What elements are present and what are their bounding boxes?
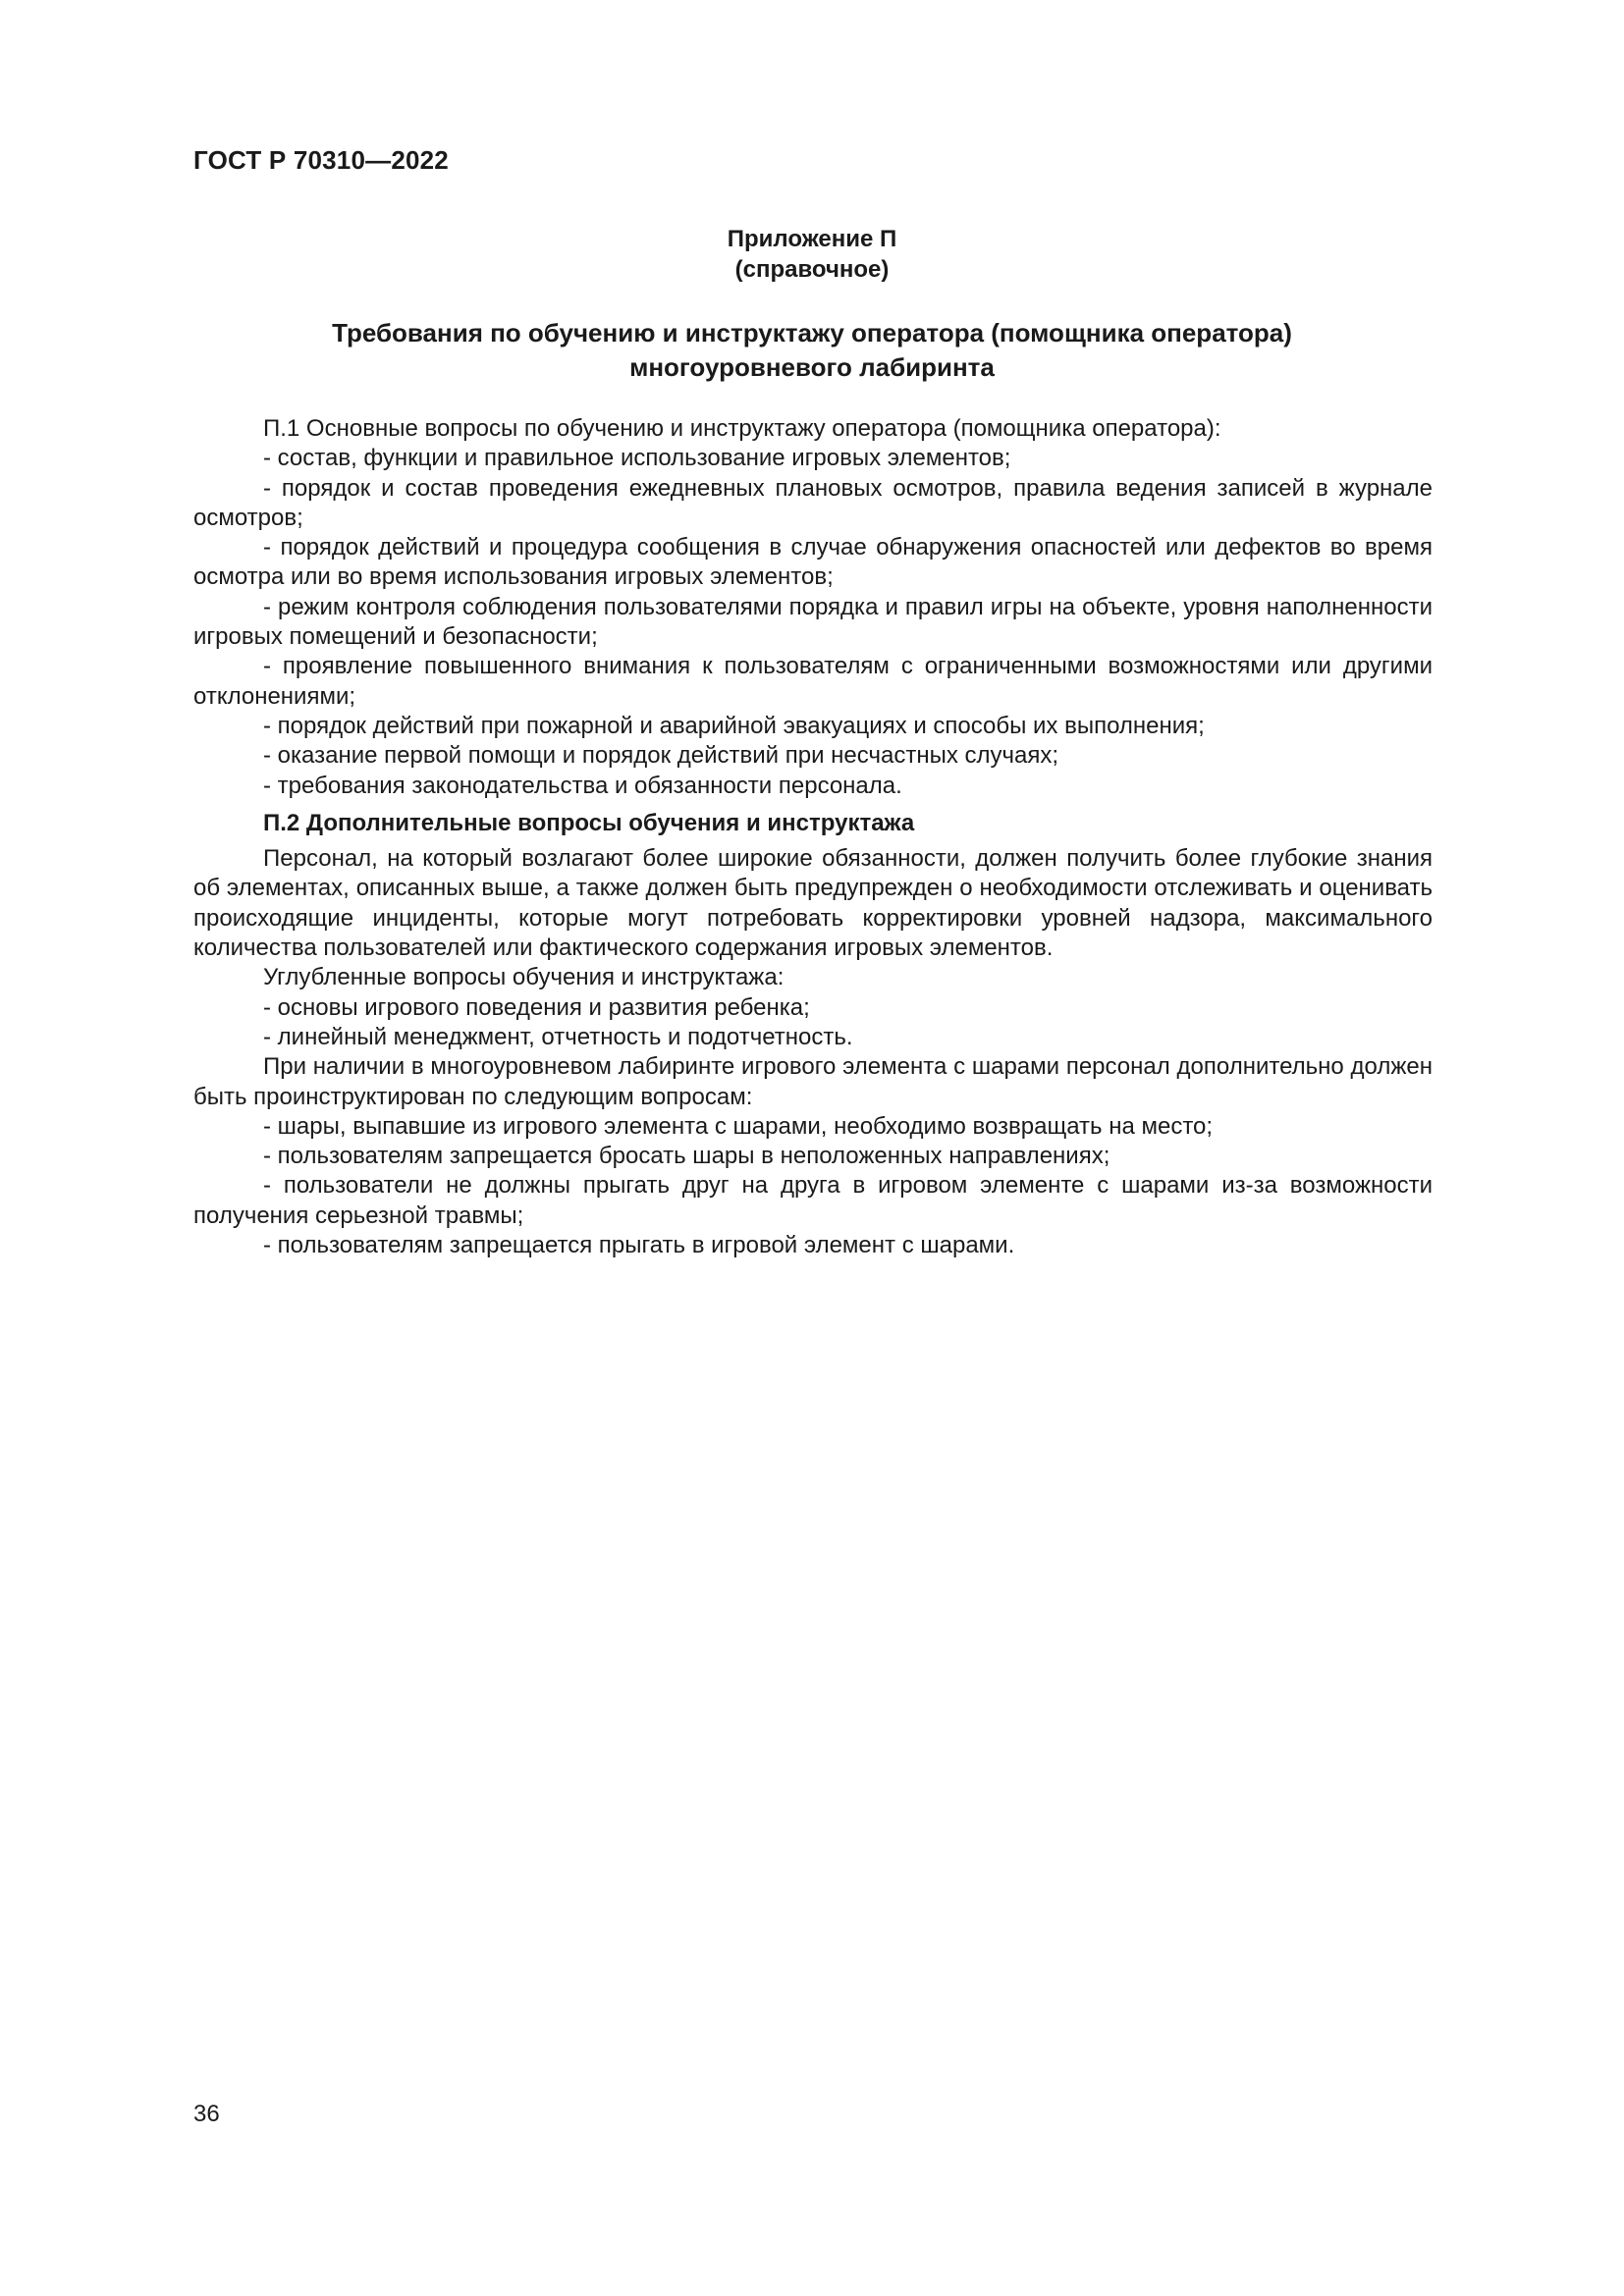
list-item: - требования законодательства и обязанности персонала. xyxy=(263,772,902,799)
list-item: - проявление повышенного внимания к пользователям с ограниченными возможностями или другими отклонениями; xyxy=(193,653,1433,710)
balls-topics-intro: При наличии в многоуровневом лабиринте игрового элемента с шарами персонал дополнительно должен быть проинструктирован по следующим вопросам: xyxy=(193,1053,1433,1110)
list-item: - режим контроля соблюдения пользователями порядка и правил игры на объекте, уровня наполненности игровых помещений и безопасности; xyxy=(193,593,1433,651)
section-2-heading: П.2 Дополнительные вопросы обучения и инструктажа xyxy=(263,809,915,836)
advanced-topics-intro: Углубленные вопросы обучения и инструктажа: xyxy=(263,964,785,991)
list-item: - порядок действий при пожарной и аварийной эвакуациях и способы их выполнения; xyxy=(263,712,1205,739)
list-item: - линейный менеджмент, отчетность и подотчетность. xyxy=(263,1023,853,1050)
list-item: - оказание первой помощи и порядок действий при несчастных случаях; xyxy=(263,742,1059,770)
annex-title-line-2: многоуровневого лабиринта xyxy=(629,352,995,382)
list-item: - основы игрового поведения и развития ребенка; xyxy=(263,993,810,1021)
standard-code-header: ГОСТ Р 70310—2022 xyxy=(193,145,449,175)
annex-label-block xyxy=(193,224,1431,285)
list-item: - пользователям запрещается прыгать в игровой элемент с шарами. xyxy=(263,1232,1015,1259)
list-item: - шары, выпавшие из игрового элемента с шарами, необходимо возвращать на место; xyxy=(263,1112,1214,1140)
list-item: - пользователи не должны прыгать друг на друга в игровом элементе с шарами из-за возможности получения серьезной травмы; xyxy=(193,1172,1433,1229)
section-1-intro: П.1 Основные вопросы по обучению и инструктажу оператора (помощника оператора): xyxy=(263,415,1221,442)
section-2-paragraph: Персонал, на который возлагают более широкие обязанности, должен получить более глубокие знания об элементах, описанных выше, а также должен быть предупрежден о необходимости отслеживать и оценивать происходящие инциденты, которые могут потребовать корректировки уровней надзора, максимального количества пользователей или фактического содержания игровых элементов. xyxy=(193,845,1433,962)
list-item: - состав, функции и правильное использование игровых элементов; xyxy=(263,445,1011,472)
annex-type: (справочное) xyxy=(734,256,890,283)
document-body xyxy=(193,414,1433,1260)
list-item: - пользователям запрещается бросать шары в неположенных направлениях; xyxy=(263,1143,1110,1170)
annex-title-line-1: Требования по обучению и инструктажу оператора (помощника оператора) xyxy=(332,318,1292,347)
list-item: - порядок и состав проведения ежедневных плановых осмотров, правила ведения записей в журнале осмотров; xyxy=(193,474,1433,531)
page-number: 36 xyxy=(193,2101,220,2127)
annex-label: Приложение П xyxy=(727,226,897,252)
list-item: - порядок действий и процедура сообщения в случае обнаружения опасностей или дефектов во время осмотра или во время использования игровых элементов; xyxy=(193,534,1433,591)
annex-title xyxy=(193,316,1431,385)
